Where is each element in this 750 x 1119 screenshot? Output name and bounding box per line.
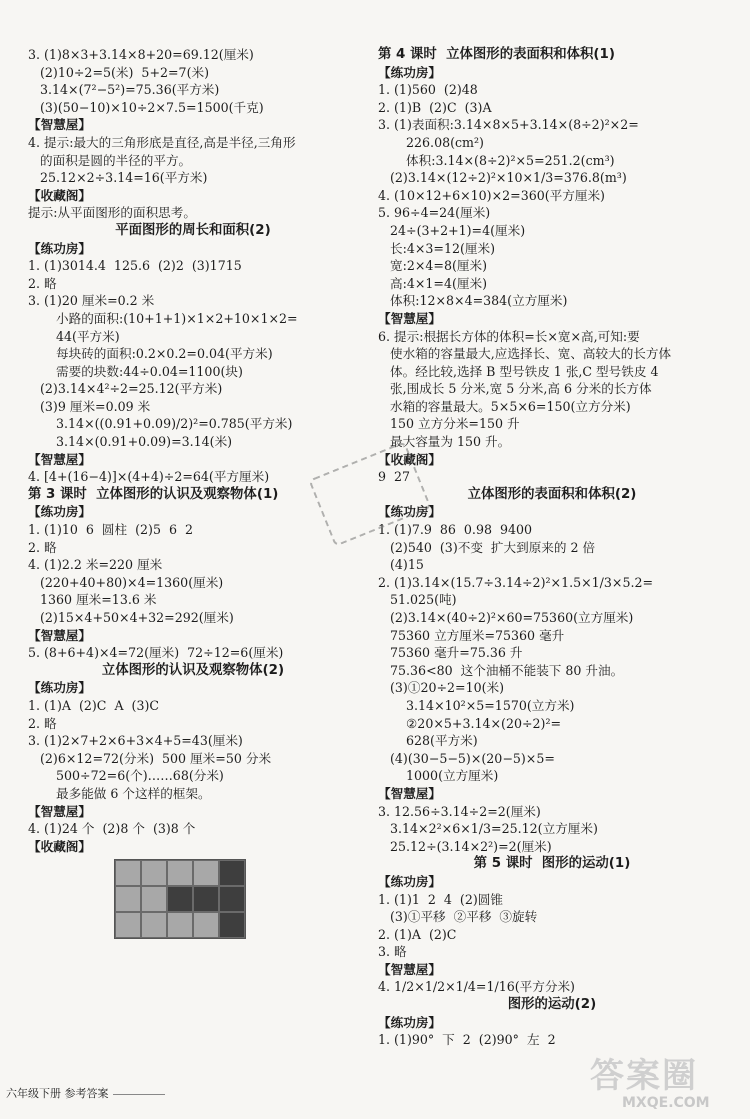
- answer-line: 2. (1)3.14×(15.7÷3.14÷2)²×1.5×1/3×5.2=: [378, 574, 654, 590]
- answer-line: 6. 提示:根据长方体的体积=长×宽×高,可知:要: [378, 328, 640, 344]
- answer-line: 3. 略: [378, 944, 407, 960]
- section-heading: 【练功房】: [28, 504, 91, 520]
- answer-line: (2)10÷2=5(米) 5+2=7(米): [28, 64, 209, 80]
- grid-cell-light: [115, 886, 141, 912]
- lesson-title: 立体图形的认识及观察物体(2): [101, 662, 285, 678]
- answer-line: (3)(50−10)×10÷2×7.5=1500(千克): [28, 99, 264, 115]
- answer-line: 宽:2×4=8(厘米): [378, 258, 488, 274]
- answer-line: (4)(30−5−5)×(20−5)×5=: [378, 750, 555, 766]
- answer-line: 的面积是圆的半径的平方。: [28, 152, 192, 168]
- answer-line: 3.14×(0.91+0.09)=3.14(米): [28, 434, 233, 450]
- answer-line: 25.12÷(3.14×2²)=2(厘米): [378, 838, 552, 854]
- answer-line: 3. (1)2×7+2×6+3×4+5=43(厘米): [28, 733, 243, 749]
- left-column: [28, 46, 358, 939]
- answer-line: (2)15×4+50×4+32=292(厘米): [28, 610, 234, 625]
- answer-line: (220+40+80)×4=1360(厘米): [28, 574, 224, 590]
- answer-line: 3.14×(7²−5²)=75.36(平方米): [28, 82, 220, 98]
- answer-line: (4)15: [378, 557, 424, 573]
- answer-line: 1. (1)10 6 圆柱 (2)5 6 2: [28, 522, 193, 538]
- grid-cell-light: [167, 860, 193, 886]
- section-heading: 【智慧屋】: [378, 961, 441, 977]
- section-heading: 【收藏阁】: [28, 187, 91, 203]
- answer-line: 44(平方米): [28, 328, 120, 344]
- answer-line: 提示:从平面图形的面积思考。: [28, 205, 196, 221]
- lesson-title: 平面图形的周长和面积(2): [115, 222, 271, 238]
- grid-cell-light: [115, 912, 141, 938]
- answer-line: (2)540 (3)不变 扩大到原来的 2 倍: [378, 539, 596, 555]
- answer-line: 2. (1)A (2)C: [378, 926, 457, 942]
- section-heading: 【练功房】: [28, 240, 91, 256]
- shaded-grid-figure: [114, 859, 246, 939]
- answer-line: 226.08(cm²): [378, 134, 484, 150]
- answer-line: (3)9 厘米=0.09 米: [28, 398, 151, 414]
- watermark-logo: 答案圈: [590, 1056, 698, 1096]
- section-heading: 【练功房】: [378, 1014, 441, 1030]
- answer-line: (3)①平移 ②平移 ③旋转: [378, 909, 538, 925]
- answer-line: 1. (1)1 2 4 (2)圆锥: [378, 891, 503, 907]
- grid-cell-light: [193, 860, 219, 886]
- footer-rule: [113, 1094, 165, 1095]
- answer-line: (2)3.14×(12÷2)²×10×1/3=376.8(m³): [378, 170, 627, 186]
- grid-cell-light: [167, 912, 193, 938]
- answer-line: 长:4×3=12(厘米): [378, 240, 496, 256]
- answer-line: 4. 1/2×1/2×1/4=1/16(平方分米): [378, 979, 575, 995]
- answer-line: 3. (1)20 厘米=0.2 米: [28, 293, 155, 309]
- grid-cell-light: [141, 886, 167, 912]
- section-heading: 【智慧屋】: [378, 310, 441, 326]
- lesson-title: 立体图形的表面积和体积(2): [467, 486, 637, 502]
- answer-line: 75.36<80 这个油桶不能装下 80 升油。: [378, 662, 624, 678]
- answer-line: 5. 96÷4=24(厘米): [378, 205, 491, 221]
- answer-line: 9 27: [378, 469, 411, 485]
- grid-cell-dark: [193, 886, 219, 912]
- footer-label: 六年级下册 参考答案: [6, 1087, 109, 1100]
- answer-line: 3. (1)8×3+3.14×8+20=69.12(厘米): [28, 47, 254, 62]
- answer-line: 1. (1)A (2)C A (3)C: [28, 697, 160, 713]
- answer-line: 体积:3.14×(8÷2)²×5=251.2(cm³): [378, 152, 615, 168]
- answer-line: 高:4×1=4(厘米): [378, 275, 488, 291]
- answer-line: (2)3.14×(40÷2)²×60=75360(立方厘米): [378, 610, 634, 625]
- answer-line: 51.025(吨): [378, 592, 457, 608]
- answer-line: 需要的块数:44÷0.04=1100(块): [28, 363, 243, 379]
- answer-line: 张,围成长 5 分米,宽 5 分米,高 6 分米的长方体: [378, 381, 652, 397]
- answer-line: 3.14×((0.91+0.09)/2)²=0.785(平方米): [28, 416, 293, 432]
- answer-line: 1. (1)560 (2)48: [378, 82, 478, 98]
- answer-line: 75360 毫升=75.36 升: [378, 645, 523, 661]
- answer-line: 体积:12×8×4=384(立方厘米): [378, 293, 568, 309]
- section-heading: 【智慧屋】: [28, 117, 91, 133]
- answer-line: 使水箱的容量最大,应选择长、宽、高较大的长方体: [378, 346, 672, 362]
- answer-line: 4. 提示:最大的三角形底是直径,高是半径,三角形: [28, 134, 296, 150]
- grid-cell-light: [141, 860, 167, 886]
- answer-line: 24÷(3+2+1)=4(厘米): [378, 222, 526, 238]
- answer-line: 1360 厘米=13.6 米: [28, 592, 157, 608]
- answer-line: 3. 12.56÷3.14÷2=2(厘米): [378, 803, 541, 819]
- answer-line: 1000(立方厘米): [378, 768, 499, 784]
- answer-line: 500÷72=6(个)……68(分米): [28, 768, 224, 784]
- grid-cell-dark: [219, 860, 245, 886]
- answer-line: 每块砖的面积:0.2×0.2=0.04(平方米): [28, 346, 273, 362]
- section-heading: 【收藏阁】: [378, 451, 441, 467]
- answer-line: 体。经比较,选择 B 型号铁皮 1 张,C 型号铁皮 4: [378, 363, 659, 379]
- answer-line: 4. (1)24 个 (2)8 个 (3)8 个: [28, 821, 196, 837]
- lesson-title: 图形的运动(2): [507, 997, 597, 1013]
- section-heading: 【收藏阁】: [28, 838, 91, 854]
- answer-line: 4. (10×12+6×10)×2=360(平方厘米): [378, 187, 605, 203]
- lesson-title: 第 4 课时 立体图形的表面积和体积(1): [378, 47, 615, 62]
- answer-line: 水箱的容量最大。5×5×6=150(立方分米): [378, 398, 631, 414]
- section-heading: 【练功房】: [378, 873, 441, 889]
- answer-line: 75360 立方厘米=75360 毫升: [378, 627, 565, 643]
- grid-cell-dark: [167, 886, 193, 912]
- grid-cell-dark: [219, 886, 245, 912]
- answer-line: 1. (1)3014.4 125.6 (2)2 (3)1715: [28, 258, 242, 274]
- grid-cell-dark: [219, 912, 245, 938]
- lesson-title: 第 3 课时 立体图形的认识及观察物体(1): [28, 486, 279, 502]
- right-column: [378, 46, 726, 1049]
- answer-line: 2. 略: [28, 539, 57, 555]
- answer-line: 3. (1)表面积:3.14×8×5+3.14×(8÷2)²×2=: [378, 117, 639, 133]
- section-heading: 【智慧屋】: [28, 451, 91, 467]
- lesson-title: 第 5 课时 图形的运动(1): [473, 856, 631, 872]
- grid-cell-light: [141, 912, 167, 938]
- grid-cell-light: [115, 860, 141, 886]
- answer-line: 2. 略: [28, 275, 57, 291]
- answer-line: 小路的面积:(10+1+1)×1×2+10×1×2=: [28, 310, 298, 326]
- page-footer: [6, 1085, 165, 1101]
- answer-line: 4. [4+(16−4)]×(4+4)÷2=64(平方厘米): [28, 469, 270, 485]
- section-heading: 【练功房】: [378, 504, 441, 520]
- section-heading: 【智慧屋】: [28, 803, 91, 819]
- grid-cell-light: [193, 912, 219, 938]
- answer-line: 最大容量为 150 升。: [378, 434, 511, 450]
- answer-line: 1. (1)90° 下 2 (2)90° 左 2: [378, 1032, 556, 1048]
- answer-line: 150 立方分米=150 升: [378, 416, 520, 432]
- answer-line: (2)6×12=72(分米) 500 厘米=50 分米: [28, 750, 272, 766]
- answer-line: 628(平方米): [378, 733, 478, 749]
- answer-line: 4. (1)2.2 米=220 厘米: [28, 557, 163, 573]
- answer-line: 3.14×10²×5=1570(立方米): [378, 697, 575, 713]
- answer-line: 1. (1)7.9 86 0.98 9400: [378, 522, 533, 538]
- section-heading: 【智慧屋】: [378, 785, 441, 801]
- answer-line: ②20×5+3.14×(20÷2)²=: [378, 715, 562, 731]
- answer-line: 5. (8+6+4)×4=72(厘米) 72÷12=6(厘米): [28, 645, 284, 661]
- answer-line: (2)3.14×4²÷2=25.12(平方米): [28, 381, 223, 397]
- answer-line: (3)①20÷2=10(米): [378, 680, 505, 696]
- answer-line: 2. (1)B (2)C (3)A: [378, 99, 492, 115]
- answer-line: 25.12×2÷3.14=16(平方米): [28, 170, 208, 186]
- section-heading: 【智慧屋】: [28, 627, 91, 643]
- answer-line: 最多能做 6 个这样的框架。: [28, 785, 211, 801]
- answer-line: 3.14×2²×6×1/3=25.12(立方厘米): [378, 821, 598, 837]
- watermark-url: MXQE.COM: [622, 1095, 710, 1111]
- section-heading: 【练功房】: [28, 680, 91, 696]
- section-heading: 【练功房】: [378, 64, 441, 80]
- answer-line: 2. 略: [28, 715, 57, 731]
